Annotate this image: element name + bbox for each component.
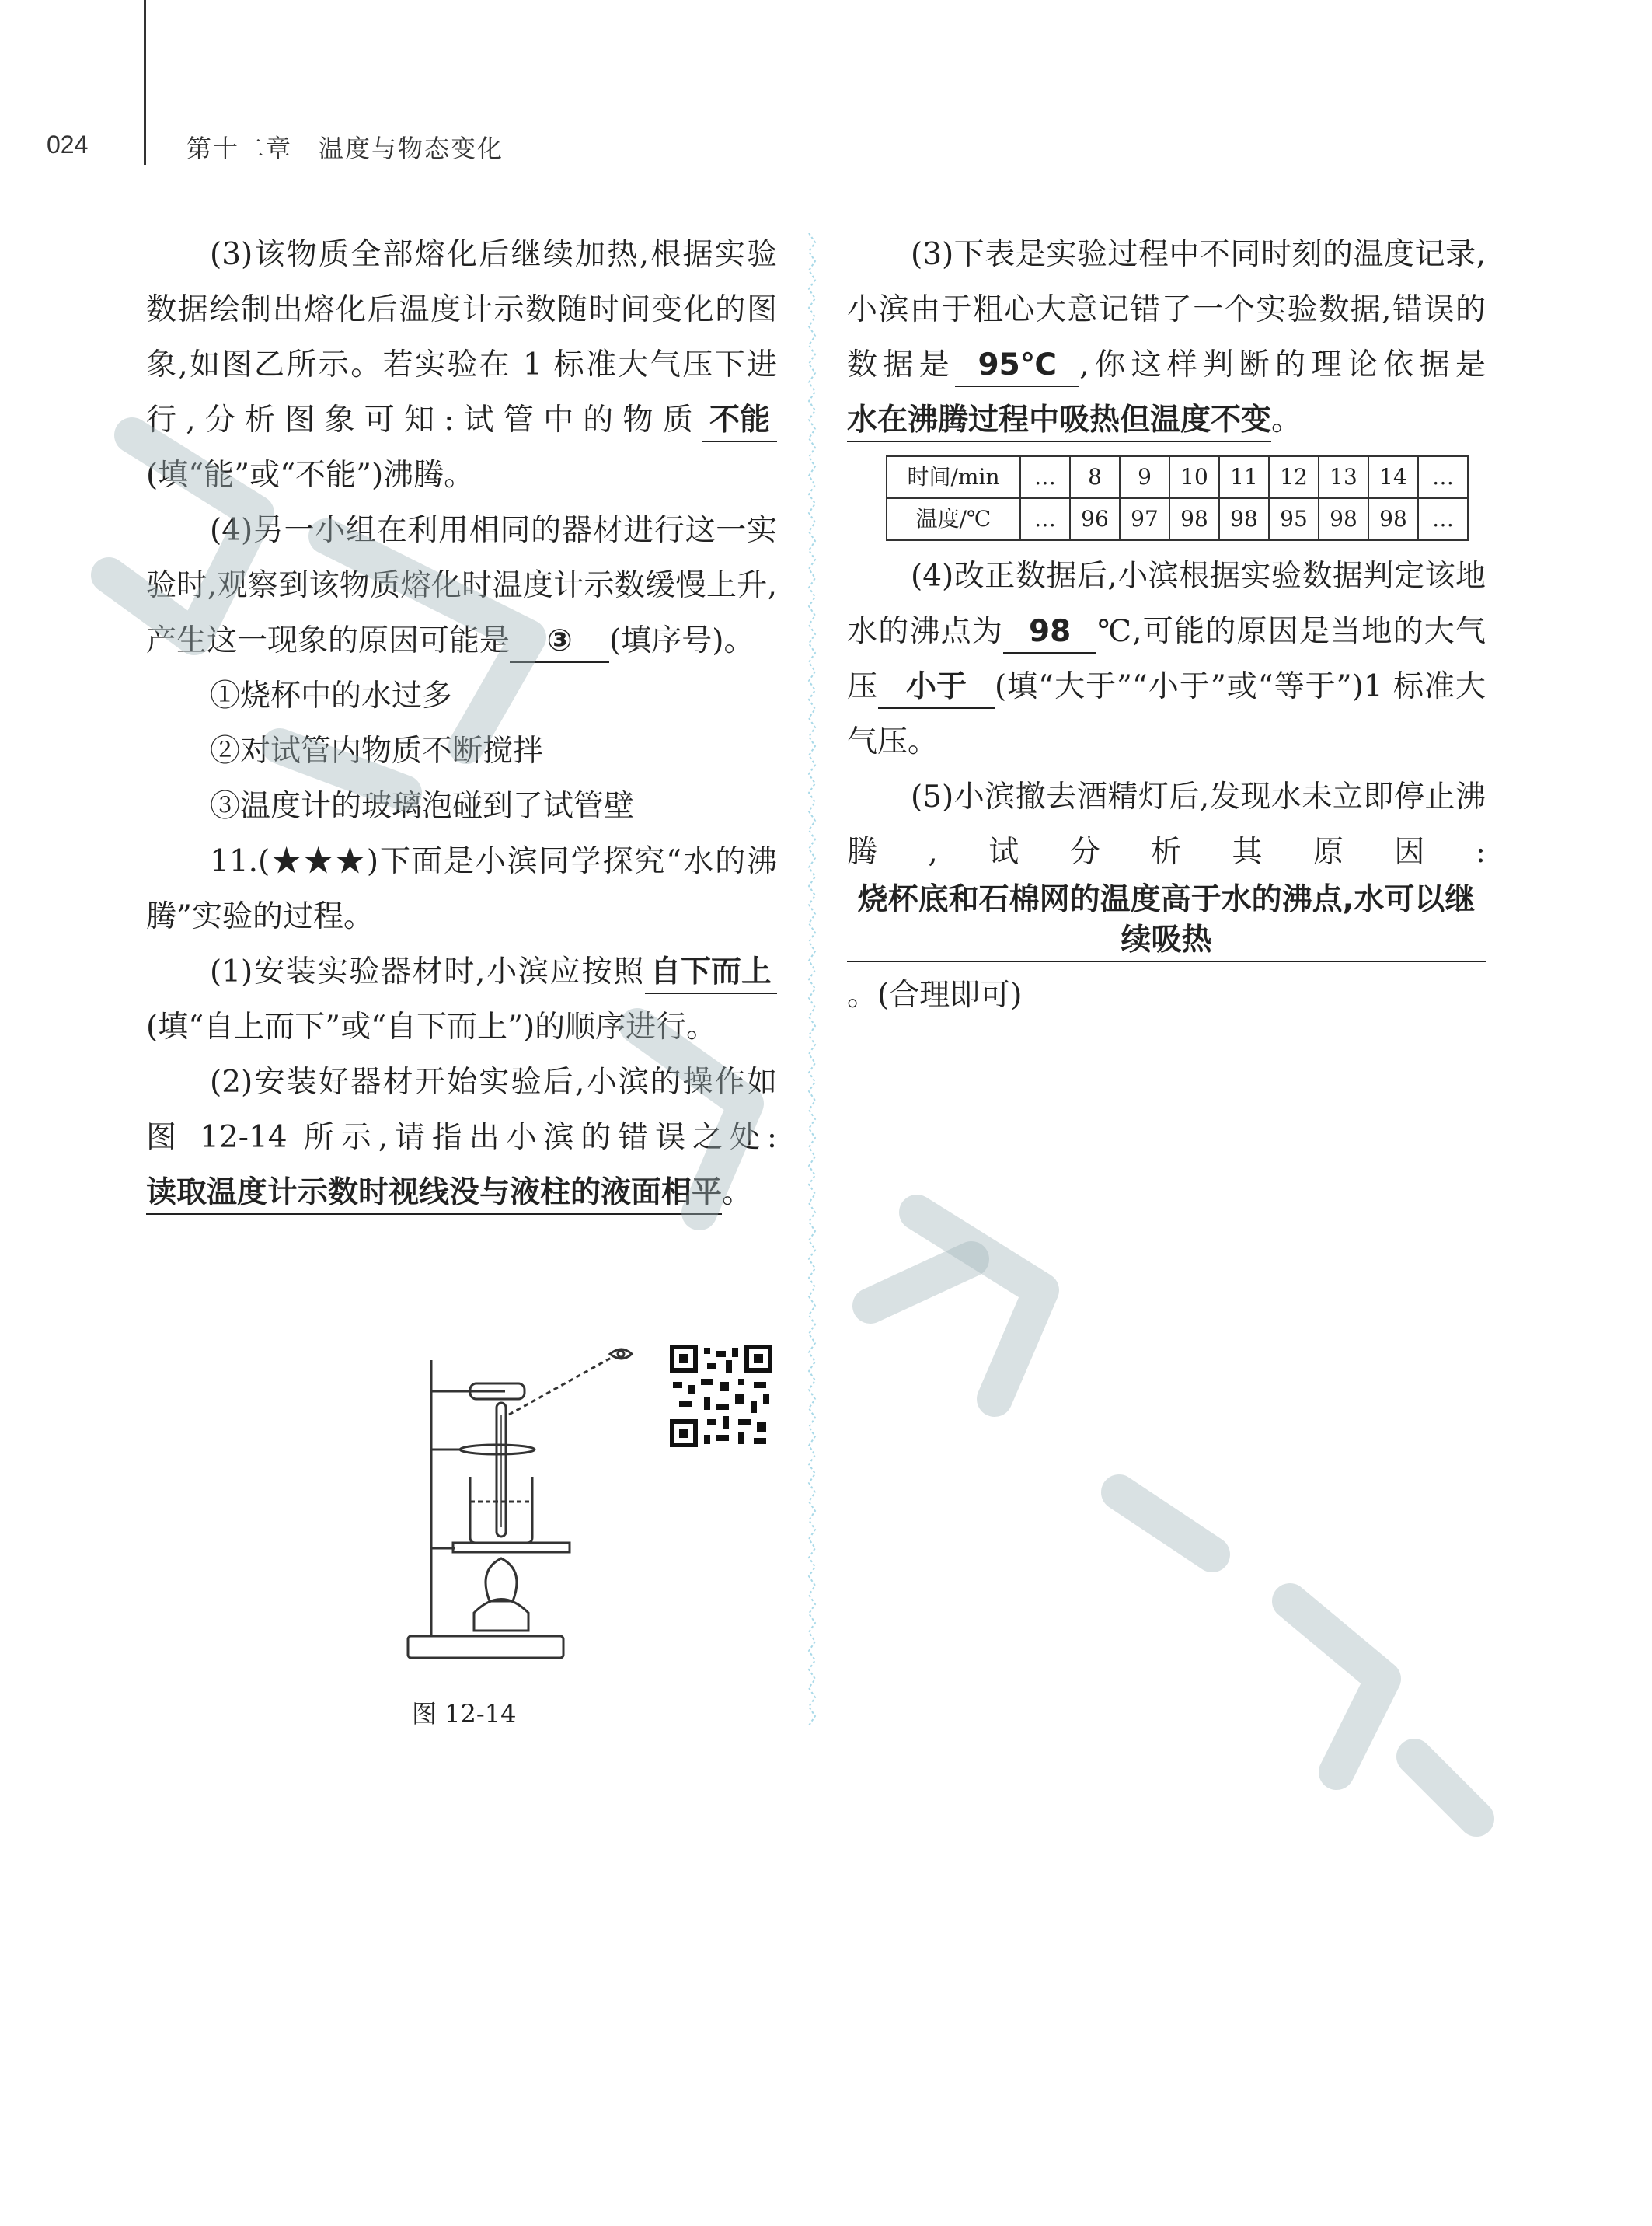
table-cell: … bbox=[1418, 456, 1468, 498]
part-1-tail: (填“自上而下”或“自下而上”)的顺序进行。 bbox=[146, 1010, 717, 1045]
part-4-mid: ℃,可能的原因是当地的大气压 bbox=[847, 614, 1486, 704]
header-rule bbox=[144, 0, 146, 165]
part-2-tail: 。 bbox=[722, 1175, 753, 1210]
answer-option-number: ③ bbox=[510, 621, 609, 663]
part-3-mid: ,你这样判断的理论依据是 bbox=[1079, 347, 1486, 382]
part-2-text: (2)安装好器材开始实验后,小滨的操作如图 12-14 所示,请指出小滨的错误之处: bbox=[146, 1065, 777, 1155]
table-cell: 14 bbox=[1368, 456, 1418, 498]
stand-base bbox=[408, 1636, 563, 1658]
table-cell: 98 bbox=[1169, 498, 1219, 540]
question-3-paragraph bbox=[146, 227, 777, 503]
table-cell: 9 bbox=[1120, 456, 1169, 498]
part-4-paragraph bbox=[847, 549, 1486, 769]
table-cell: 12 bbox=[1269, 456, 1319, 498]
part-3-tail: 。 bbox=[1271, 403, 1302, 438]
part-5-text: (5)小滨撤去酒精灯后,发现水未立即停止沸腾,试分析其原因: bbox=[847, 780, 1486, 870]
table-cell: 8 bbox=[1070, 456, 1120, 498]
table-cell: 98 bbox=[1368, 498, 1418, 540]
table-cell: … bbox=[1418, 498, 1468, 540]
part-3-paragraph bbox=[847, 227, 1486, 448]
part-5-paragraph bbox=[847, 769, 1486, 1023]
question-11-stem: 11.(★★★)下面是小滨同学探究“水的沸腾”实验的过程。 bbox=[146, 844, 777, 934]
table-cell: 时间/min bbox=[887, 456, 1020, 498]
right-column bbox=[847, 227, 1486, 1023]
part-3-text: (3)下表是实验过程中不同时刻的温度记录,小滨由于粗心大意记错了一个实验数据,错误的数据是 bbox=[847, 237, 1486, 382]
temperature-table bbox=[886, 455, 1469, 541]
answer-continued-boiling: 烧杯底和石棉网的温度高于水的沸点,水可以继续吸热 bbox=[847, 880, 1486, 962]
table-cell: … bbox=[1020, 498, 1070, 540]
table-row-time bbox=[887, 456, 1468, 498]
part-4-tail: (填“大于”“小于”或“等于”)1 标准大气压。 bbox=[847, 669, 1486, 759]
question-4-text: (4)另一小组在利用相同的器材进行这一实验时,观察到该物质熔化时温度计示数缓慢上升,产生这一现象的原因可能是 bbox=[146, 513, 777, 658]
table-cell: 97 bbox=[1120, 498, 1169, 540]
part-2-paragraph bbox=[146, 1055, 777, 1220]
answer-pressure: 小于 bbox=[878, 667, 995, 709]
alcohol-lamp bbox=[474, 1600, 528, 1631]
part-5-tail: 。(合理即可) bbox=[847, 978, 1023, 1013]
answer-bottom-up: 自下而上 bbox=[645, 952, 777, 994]
part-1-text: (1)安装实验器材时,小滨应按照 bbox=[210, 954, 645, 989]
asbestos-gauze bbox=[453, 1543, 570, 1552]
answer-boiling-point: 98 bbox=[1003, 612, 1096, 654]
table-cell: 13 bbox=[1319, 456, 1368, 498]
table-cell: 95 bbox=[1269, 498, 1319, 540]
part-4-text: (4)改正数据后,小滨根据实验数据判定该地水的沸点为 bbox=[847, 559, 1486, 649]
answer-reading-error: 读取温度计示数时视线没与液柱的液面相平 bbox=[146, 1173, 722, 1215]
option-2: ②对试管内物质不断搅拌 bbox=[210, 734, 544, 769]
question-4-tail: (填序号)。 bbox=[609, 623, 755, 658]
table-cell: 温度/℃ bbox=[887, 498, 1020, 540]
page-number: 024 bbox=[47, 131, 89, 159]
table-row-temperature bbox=[887, 498, 1468, 540]
question-3-tail: (填“能”或“不能”)沸腾。 bbox=[146, 458, 475, 493]
table-cell: 96 bbox=[1070, 498, 1120, 540]
table-cell: … bbox=[1020, 456, 1070, 498]
option-3: ③温度计的玻璃泡碰到了试管壁 bbox=[210, 789, 635, 824]
column-divider bbox=[807, 233, 817, 1733]
answer-cannot-boil: 不能 bbox=[702, 400, 777, 442]
question-3-text: (3)该物质全部熔化后继续加热,根据实验数据绘制出熔化后温度计示数随时间变化的图象,如图乙所示。若实验在 1 标准大气压下进行,分析图象可知:试管中的物质 bbox=[146, 237, 777, 438]
left-column bbox=[146, 227, 777, 1220]
question-4-paragraph bbox=[146, 503, 777, 668]
answer-wrong-data: 95℃ bbox=[955, 345, 1079, 387]
table-cell: 98 bbox=[1219, 498, 1269, 540]
answer-theory-basis: 水在沸腾过程中吸热但温度不变 bbox=[847, 400, 1271, 442]
table-cell: 11 bbox=[1219, 456, 1269, 498]
figure-caption: 图 12-14 bbox=[412, 1699, 517, 1729]
table-cell: 98 bbox=[1319, 498, 1368, 540]
table-cell: 10 bbox=[1169, 456, 1219, 498]
qr-code-icon[interactable] bbox=[670, 1345, 772, 1447]
chapter-title: 第十二章 温度与物态变化 bbox=[186, 134, 504, 163]
part-1-paragraph bbox=[146, 944, 777, 1055]
option-1: ①烧杯中的水过多 bbox=[210, 679, 453, 714]
